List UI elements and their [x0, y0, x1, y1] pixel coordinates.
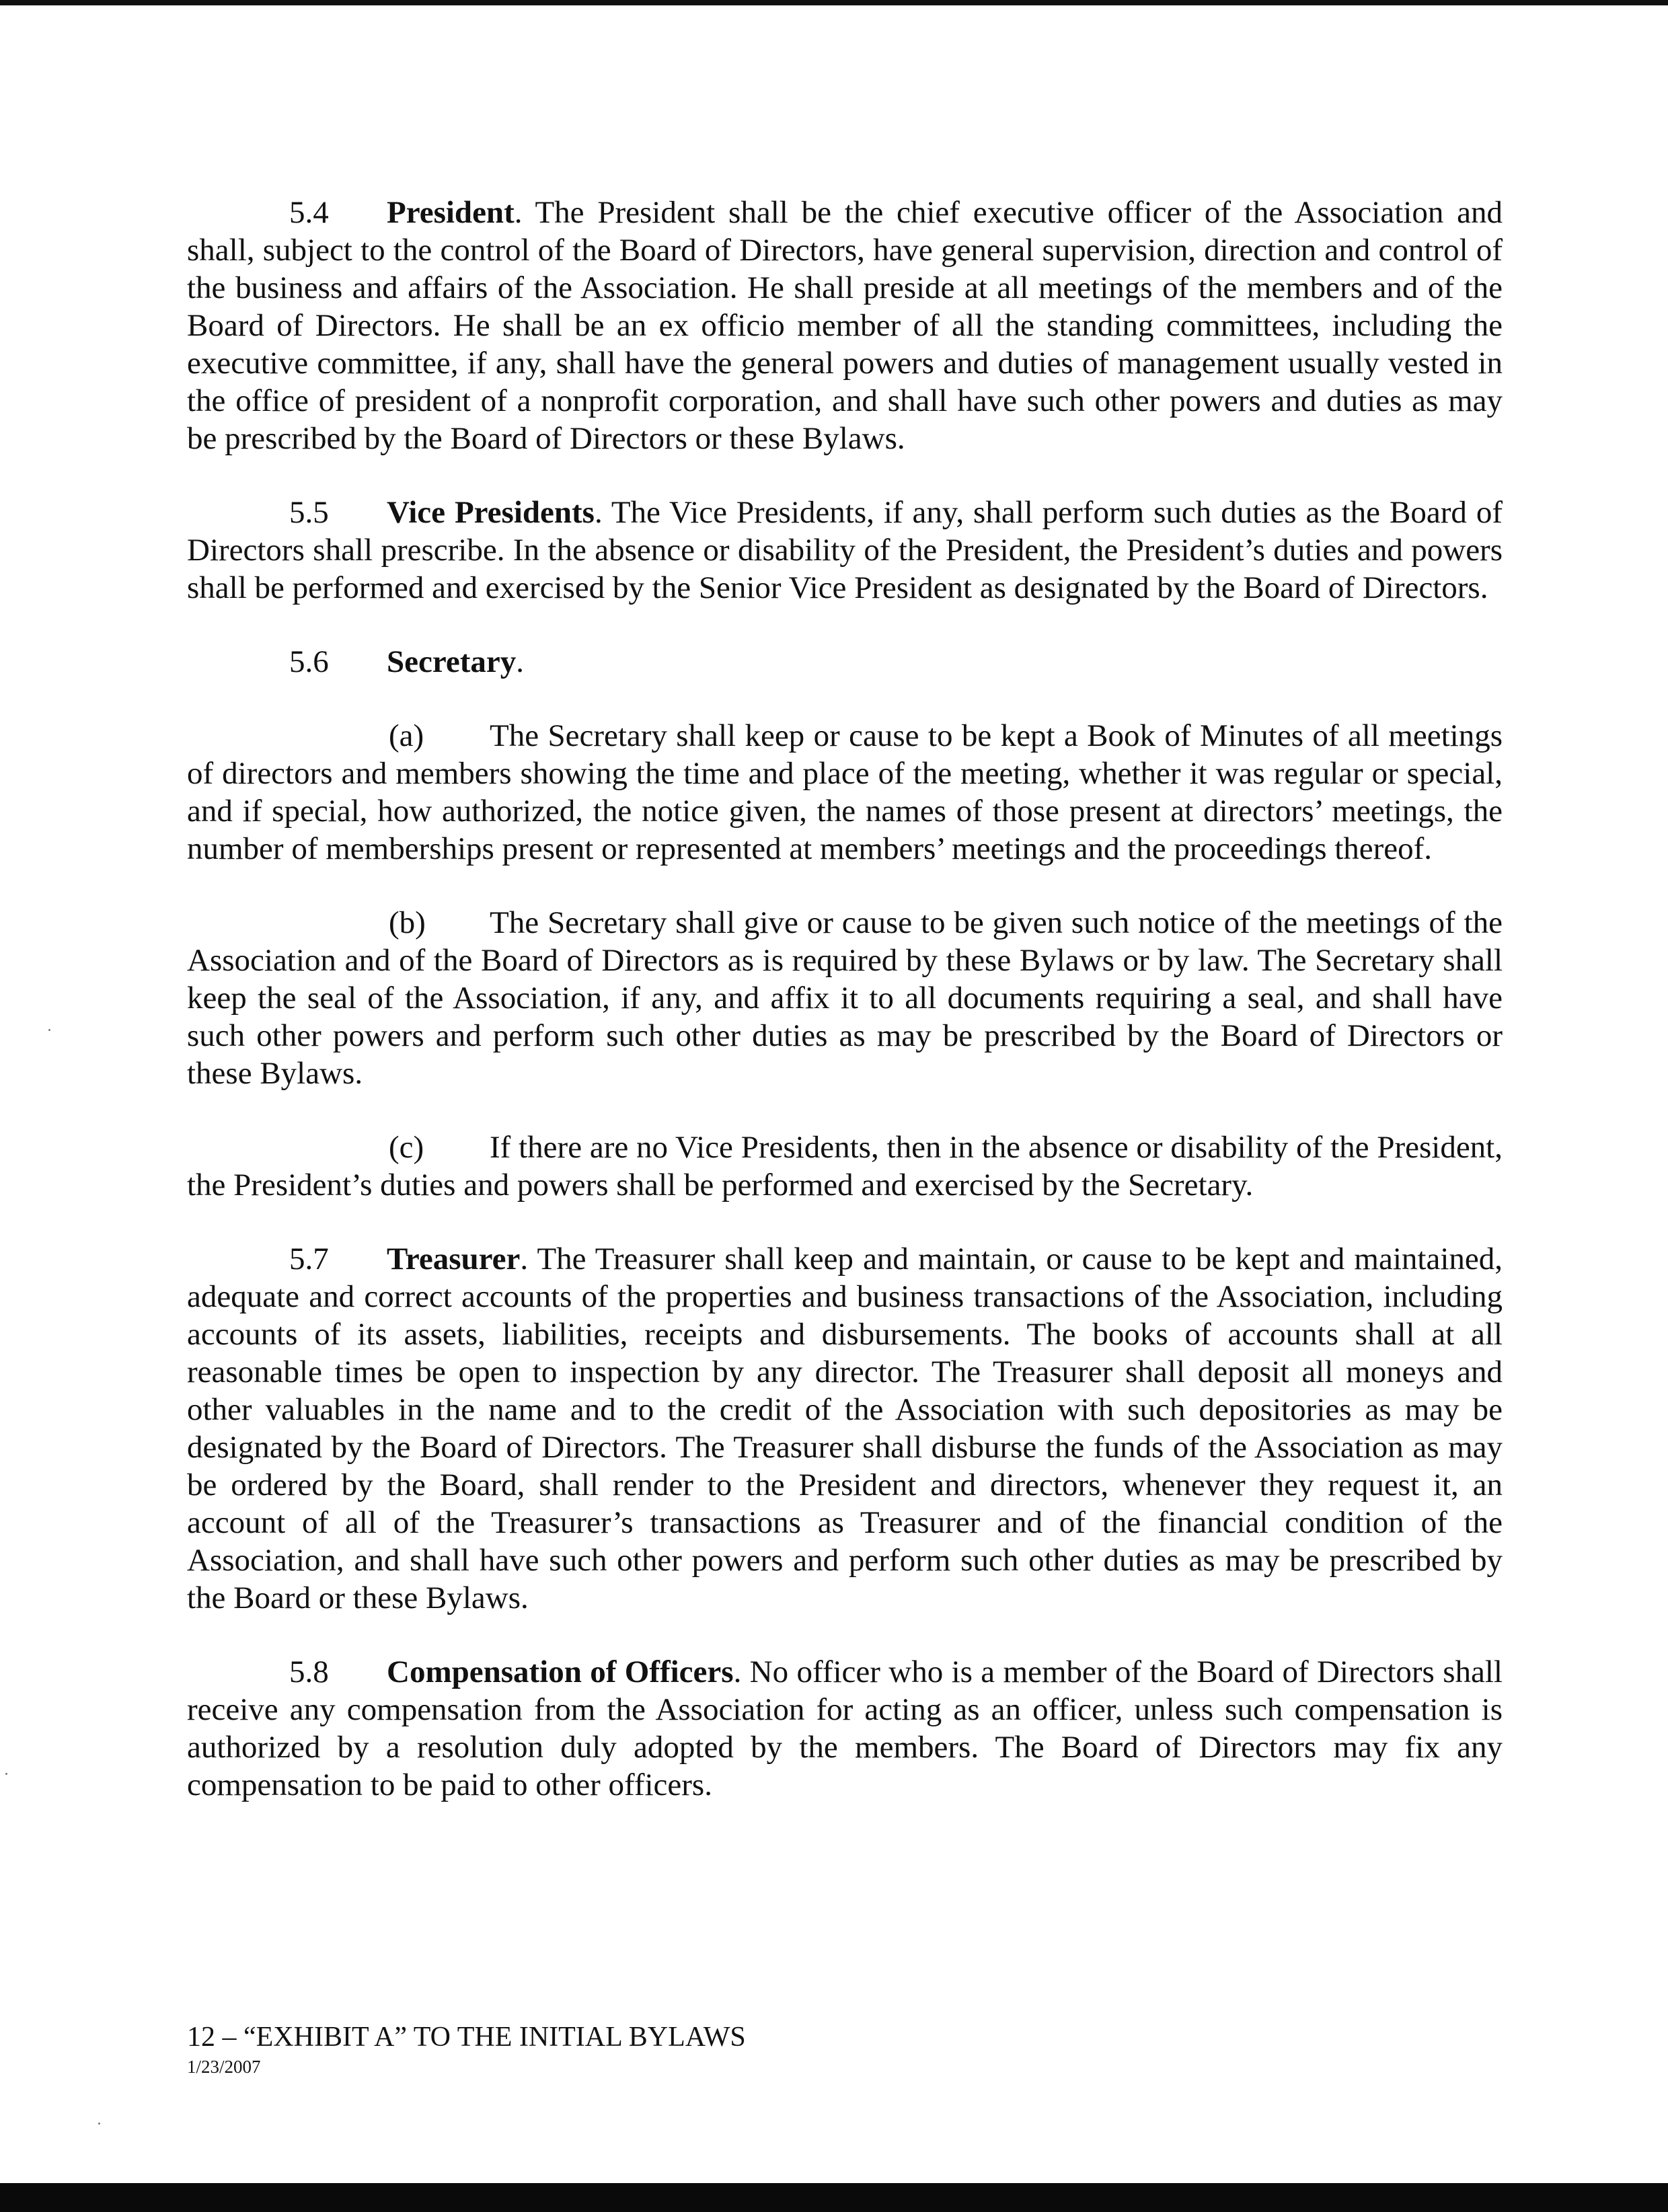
subsection-label: (c): [389, 1130, 424, 1165]
page-footer: [187, 2020, 746, 2078]
section-5-6: [187, 643, 1503, 681]
scan-speck: [98, 2123, 100, 2125]
section-heading: Secretary: [387, 644, 517, 679]
section-number: 5.6: [289, 644, 329, 679]
section-text: . No officer who is a member of the Board of Directors shall receive any compensation from the Association for acting as an officer, unless such compensation is authorized by a resolution duly adopted by the members. The Board of Directors may fix any compensation to be paid to other officers.: [187, 1654, 1503, 1802]
scan-speck: [5, 1773, 7, 1775]
scan-top-edge: [0, 0, 1668, 5]
subsection-text: If there are no Vice Presidents, then in the absence or disability of the President, the President’s duties and powers shall be performed and exercised by the Secretary.: [187, 1130, 1503, 1203]
section-heading: Vice Presidents: [387, 495, 595, 530]
section-5-8: [187, 1653, 1503, 1804]
section-heading: Compensation of Officers: [387, 1654, 734, 1689]
section-text: . The Vice Presidents, if any, shall perform such duties as the Board of Directors shall prescribe. In the absence or disability of the President, the President’s duties and powers shall be performed and exercised by the Senior Vice President as designated by the Board of Directors.: [187, 495, 1503, 605]
subsection-label: (a): [389, 718, 424, 753]
subsection-text: The Secretary shall give or cause to be given such notice of the meetings of the Association and of the Board of Directors as is required by these Bylaws or by law. The Secretary shall keep the seal of the Association, if any, and affix it to all documents requiring a seal, and shall have such other powers and perform such other duties as may be prescribed by the Board of Directors or these Bylaws.: [187, 905, 1503, 1091]
subsection-5-6-b: [187, 904, 1503, 1092]
section-text: .: [516, 644, 524, 679]
section-heading: Treasurer: [387, 1242, 521, 1276]
section-5-4: [187, 194, 1503, 457]
subsection-text: The Secretary shall keep or cause to be kept a Book of Minutes of all meetings of directors and members showing the time and place of the meeting, whether it was regular or special, and if special, how authorized, the notice given, the names of those present at directors’ meetings, the number of memberships present or represented at members’ meetings and the proceedings thereof.: [187, 718, 1503, 866]
section-number: 5.5: [289, 495, 329, 530]
section-number: 5.7: [289, 1242, 329, 1276]
scan-bottom-edge: [0, 2183, 1668, 2212]
footer-date: 1/23/2007: [187, 2057, 261, 2077]
document-body: [187, 194, 1503, 1840]
section-heading: President: [387, 195, 515, 230]
section-number: 5.4: [289, 195, 329, 230]
subsection-5-6-c: [187, 1129, 1503, 1204]
section-5-5: [187, 494, 1503, 607]
section-number: 5.8: [289, 1654, 329, 1689]
subsection-5-6-a: [187, 717, 1503, 868]
subsection-label: (b): [389, 905, 426, 940]
section-text: . The President shall be the chief executive officer of the Association and shall, subject to the control of the Board of Directors, have general supervision, direction and control of the business and affairs of the Association. He shall preside at all meetings of the members and of the Board of Directors. He shall be an ex officio member of all the standing committees, including the executive committee, if any, shall have the general powers and duties of management usually vested in the office of president of a nonprofit corporation, and shall have such other powers and duties as may be prescribed by the Board of Directors or these Bylaws.: [187, 195, 1503, 456]
scan-speck: [48, 1029, 50, 1031]
section-5-7: [187, 1240, 1503, 1617]
section-text: . The Treasurer shall keep and maintain, or cause to be kept and maintained, adequate and correct accounts of the properties and business transactions of the Association, including accounts of its assets, liabilities, receipts and disbursements. The books of accounts shall at all reasonable times be open to inspection by any director. The Treasurer shall deposit all moneys and other valuables in the name and to the credit of the Association with such depositories as may be designated by the Board of Directors. The Treasurer shall disburse the funds of the Association as may be ordered by the Board, shall render to the President and directors, whenever they request it, an account of all of the Treasurer’s transactions as Treasurer and of the financial condition of the Association, and shall have such other powers and perform such other duties as may be prescribed by the Board or these Bylaws.: [187, 1242, 1503, 1615]
footer-title: 12 – “EXHIBIT A” TO THE INITIAL BYLAWS: [187, 2022, 746, 2053]
